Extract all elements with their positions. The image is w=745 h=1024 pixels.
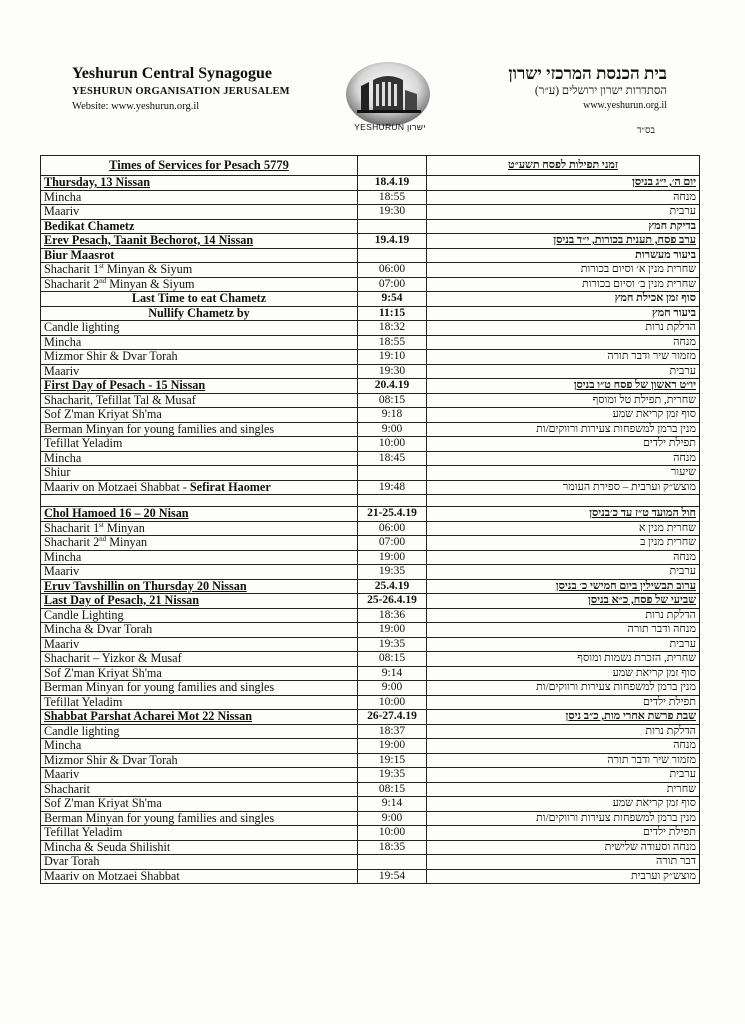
row-time: 21-25.4.19: [358, 507, 427, 522]
table-row: [41, 306, 700, 321]
org-name-he: בית הכנסת המרכזי ישרון: [508, 64, 667, 83]
row-hebrew: שביעי של פסח, כ״א בניסן: [427, 594, 700, 609]
table-row: [41, 379, 700, 394]
row-hebrew: שחרית מנין ב: [427, 536, 700, 551]
row-time: 18:36: [358, 608, 427, 623]
table-row: [41, 393, 700, 408]
table-row: [41, 263, 700, 278]
row-hebrew: מזמור שיר ודבר תורה: [427, 753, 700, 768]
row-time: 19:10: [358, 350, 427, 365]
table-row: [41, 681, 700, 696]
table-row: [41, 205, 700, 220]
table-row: [41, 451, 700, 466]
row-time: 19:54: [358, 869, 427, 884]
row-hebrew: תפילת ילדים: [427, 695, 700, 710]
row-english: Tefillat Yeladim: [41, 437, 358, 452]
row-time: [358, 248, 427, 263]
row-english: Candle lighting: [41, 321, 358, 336]
row-time: 18:32: [358, 321, 427, 336]
header-english: [72, 64, 332, 115]
row-time: [358, 855, 427, 870]
row-hebrew: שבת פרשת אחרי מות, כ״ב ניסן: [427, 710, 700, 725]
row-english: Shacharit 1st Minyan & Siyum: [41, 263, 358, 278]
website-he: www.yeshurun.org.il: [583, 100, 667, 111]
table-row: [41, 364, 700, 379]
ordinal-suffix: st: [99, 521, 104, 529]
table-row: [41, 565, 700, 580]
row-english: Mincha: [41, 550, 358, 565]
row-time: 19:30: [358, 364, 427, 379]
row-english: Dvar Torah: [41, 855, 358, 870]
ordinal-suffix: nd: [99, 277, 107, 285]
row-english: Shacharit, Tefillat Tal & Musaf: [41, 393, 358, 408]
row-time: 19:15: [358, 753, 427, 768]
row-time: 11:15: [358, 306, 427, 321]
table-row: [41, 782, 700, 797]
row-english: Mincha: [41, 739, 358, 754]
row-hebrew: שחרית: [427, 782, 700, 797]
row-hebrew: הדלקת נרות: [427, 321, 700, 336]
row-hebrew: [427, 495, 700, 507]
row-hebrew: מזמור שיר ודבר תורה: [427, 350, 700, 365]
table-row: [41, 811, 700, 826]
row-time: 19:00: [358, 739, 427, 754]
row-time: 9:00: [358, 422, 427, 437]
row-time: 19:35: [358, 768, 427, 783]
table-row: [41, 335, 700, 350]
row-english: Mincha & Seuda Shilishit: [41, 840, 358, 855]
row-english: Shacharit – Yizkor & Musaf: [41, 652, 358, 667]
row-english: Shiur: [41, 466, 358, 481]
row-hebrew: ערוב תבשילין ביום חמישי כ׳ בניסן: [427, 579, 700, 594]
table-row: [41, 579, 700, 594]
website-en: Website: www.yeshurun.org.il: [72, 101, 200, 112]
logo-caption: YESHURUN ישרון: [354, 122, 426, 132]
table-row: [41, 521, 700, 536]
row-time: 9:14: [358, 797, 427, 812]
row-time: 10:00: [358, 437, 427, 452]
table-row: [41, 466, 700, 481]
table-row: [41, 594, 700, 609]
row-hebrew: יו״ט ראשון של פסח ט״ו בניסן: [427, 379, 700, 394]
row-hebrew: ערבית: [427, 637, 700, 652]
row-time: 19:48: [358, 480, 427, 495]
table-row: [41, 234, 700, 249]
table-title-en: Times of Services for Pesach 5779: [41, 156, 358, 176]
row-time: 19:00: [358, 550, 427, 565]
row-time: 19:00: [358, 623, 427, 638]
row-english: Bedikat Chametz: [41, 219, 358, 234]
row-english-text: Maariv on Motzaei Shabbat -: [44, 480, 190, 494]
row-hebrew: סוף זמן קריאת שמע: [427, 797, 700, 812]
row-english: Shacharit 1st Minyan: [41, 521, 358, 536]
row-time: 08:15: [358, 782, 427, 797]
row-english: Chol Hamoed 16 – 20 Nisan: [41, 507, 358, 522]
table-row: [41, 495, 700, 507]
row-hebrew: ערבית: [427, 565, 700, 580]
row-time: 20.4.19: [358, 379, 427, 394]
row-time: [358, 219, 427, 234]
row-time: 08:15: [358, 393, 427, 408]
row-time: 25-26.4.19: [358, 594, 427, 609]
row-english: Last Time to eat Chametz: [41, 292, 358, 307]
row-english: Berman Minyan for young families and singles: [41, 422, 358, 437]
row-english: Mizmor Shir & Dvar Torah: [41, 753, 358, 768]
table-row: [41, 480, 700, 495]
org-name-en: Yeshurun Central Synagogue: [72, 65, 273, 82]
row-english: [41, 495, 358, 507]
row-english: Mincha: [41, 190, 358, 205]
table-row: [41, 768, 700, 783]
row-time: 18:55: [358, 335, 427, 350]
row-english: Mizmor Shir & Dvar Torah: [41, 350, 358, 365]
row-english: Candle Lighting: [41, 608, 358, 623]
row-english: Thursday, 13 Nissan: [41, 176, 358, 191]
row-english: First Day of Pesach - 15 Nissan: [41, 379, 358, 394]
row-time: 18:45: [358, 451, 427, 466]
row-hebrew: שחרית, תפילת טל ומוסף: [427, 393, 700, 408]
table-row: [41, 408, 700, 423]
row-time: 19.4.19: [358, 234, 427, 249]
row-hebrew: מנחה: [427, 451, 700, 466]
row-hebrew: שחרית, הזכרת נשמות ומוסף: [427, 652, 700, 667]
row-time: 07:00: [358, 536, 427, 551]
row-hebrew: ערבית: [427, 205, 700, 220]
table-title-he: זמני תפילות לפסח תשע״ט: [427, 156, 700, 176]
row-time: 19:35: [358, 637, 427, 652]
table-row: [41, 190, 700, 205]
row-time: 9:00: [358, 681, 427, 696]
table-title-time: [358, 156, 427, 176]
row-hebrew: הדלקת נרות: [427, 724, 700, 739]
row-time: 18:37: [358, 724, 427, 739]
row-hebrew: סוף זמן קריאת שמע: [427, 666, 700, 681]
row-hebrew: שחרית מנין א׳ וסיום בכורות: [427, 263, 700, 278]
row-english: Maariv: [41, 205, 358, 220]
row-hebrew: מנחה: [427, 550, 700, 565]
row-english: Tefillat Yeladim: [41, 695, 358, 710]
row-hebrew: הדלקת נרות: [427, 608, 700, 623]
row-hebrew: חול המועד ט״ז עד כ׳בניסן: [427, 507, 700, 522]
row-english: Maariv: [41, 768, 358, 783]
row-hebrew: ערב פסח, תענית בכורות, י״ד בניסן: [427, 234, 700, 249]
row-english: Biur Maasrot: [41, 248, 358, 263]
row-time: 25.4.19: [358, 579, 427, 594]
row-hebrew: שיעור: [427, 466, 700, 481]
row-english: Berman Minyan for young families and singles: [41, 811, 358, 826]
row-time: [358, 495, 427, 507]
header-hebrew: [427, 64, 667, 112]
table-row: [41, 248, 700, 263]
row-english: Shacharit 2nd Minyan & Siyum: [41, 277, 358, 292]
row-hebrew: תפילת ילדים: [427, 826, 700, 841]
ordinal-suffix: nd: [99, 535, 107, 543]
row-hebrew: ביעור חמץ: [427, 306, 700, 321]
table-row: [41, 695, 700, 710]
table-row: [41, 826, 700, 841]
row-english: Nullify Chametz by: [41, 306, 358, 321]
row-english: Maariv on Motzaei Shabbat: [41, 869, 358, 884]
row-time: 07:00: [358, 277, 427, 292]
table-row: [41, 753, 700, 768]
row-hebrew: מנין ברמן למשפחות צעירות ורווקים/ות: [427, 811, 700, 826]
row-hebrew: מנחה: [427, 190, 700, 205]
row-time: 08:15: [358, 652, 427, 667]
table-row: [41, 739, 700, 754]
row-time: 06:00: [358, 263, 427, 278]
row-english-bold: Sefirat Haomer: [189, 480, 271, 494]
org-subtitle-en: YESHURUN ORGANISATION JERUSALEM: [72, 86, 290, 97]
row-time: 9:18: [358, 408, 427, 423]
table-row: [41, 176, 700, 191]
table-row: [41, 855, 700, 870]
row-english: Sof Z'man Kriyat Sh'ma: [41, 408, 358, 423]
row-english: Maariv: [41, 565, 358, 580]
row-hebrew: תפילת ילדים: [427, 437, 700, 452]
table-row: [41, 869, 700, 884]
row-hebrew: שחרית מנין ב׳ וסיום בכורות: [427, 277, 700, 292]
table-row: [41, 536, 700, 551]
row-hebrew: מנין ברמן למשפחות צעירות ורווקים/ות: [427, 422, 700, 437]
row-time: 9:54: [358, 292, 427, 307]
row-hebrew: מנחה ודבר תורה: [427, 623, 700, 638]
row-time: 18.4.19: [358, 176, 427, 191]
table-row: [41, 608, 700, 623]
row-time: 18:55: [358, 190, 427, 205]
row-english: Berman Minyan for young families and singles: [41, 681, 358, 696]
table-row: [41, 710, 700, 725]
table-row: [41, 840, 700, 855]
row-english: Candle lighting: [41, 724, 358, 739]
row-time: 19:35: [358, 565, 427, 580]
services-table: [40, 155, 700, 884]
row-hebrew: מנחה: [427, 739, 700, 754]
table-row: [41, 292, 700, 307]
row-time: 9:14: [358, 666, 427, 681]
row-english: [41, 480, 358, 495]
table-row: [41, 219, 700, 234]
row-english: Eruv Tavshillin on Thursday 20 Nissan: [41, 579, 358, 594]
row-hebrew: יום ה׳, י״ג בניסן: [427, 176, 700, 191]
bsd-mark: בס״ד: [636, 126, 655, 136]
row-english: Mincha & Dvar Torah: [41, 623, 358, 638]
row-english: Tefillat Yeladim: [41, 826, 358, 841]
row-english: Sof Z'man Kriyat Sh'ma: [41, 666, 358, 681]
org-subtitle-he: הסתדרות ישרון ירושלים (ע״ר): [534, 85, 667, 97]
row-english: Shacharit 2nd Minyan: [41, 536, 358, 551]
row-time: 06:00: [358, 521, 427, 536]
table-row: [41, 637, 700, 652]
row-english: Last Day of Pesach, 21 Nissan: [41, 594, 358, 609]
row-time: 18:35: [358, 840, 427, 855]
row-time: 10:00: [358, 695, 427, 710]
table-row: [41, 321, 700, 336]
row-hebrew: מוצש״ק וערבית: [427, 869, 700, 884]
row-english: Sof Z'man Kriyat Sh'ma: [41, 797, 358, 812]
row-hebrew: סוף זמן אכילת חמץ: [427, 292, 700, 307]
row-hebrew: סוף זמן קריאת שמע: [427, 408, 700, 423]
row-time: 9:00: [358, 811, 427, 826]
row-hebrew: ערבית: [427, 364, 700, 379]
row-english: Shacharit: [41, 782, 358, 797]
row-hebrew: ערבית: [427, 768, 700, 783]
row-hebrew: מוצש״ק וערבית – ספירת העומר: [427, 480, 700, 495]
table-header-row: [41, 156, 700, 176]
row-english: Erev Pesach, Taanit Bechorot, 14 Nissan: [41, 234, 358, 249]
row-hebrew: מנין ברמן למשפחות צעירות ורווקים/ות: [427, 681, 700, 696]
row-time: 10:00: [358, 826, 427, 841]
row-hebrew: מנחה וסעודה שלישית: [427, 840, 700, 855]
row-hebrew: ביעור מעשרות: [427, 248, 700, 263]
table-row: [41, 422, 700, 437]
row-time: 26-27.4.19: [358, 710, 427, 725]
table-row: [41, 724, 700, 739]
table-row: [41, 350, 700, 365]
ordinal-suffix: st: [99, 262, 104, 270]
table-row: [41, 652, 700, 667]
row-english: Maariv: [41, 637, 358, 652]
table-row: [41, 666, 700, 681]
row-hebrew: מנחה: [427, 335, 700, 350]
row-english: Shabbat Parshat Acharei Mot 22 Nissan: [41, 710, 358, 725]
table-row: [41, 507, 700, 522]
table-row: [41, 623, 700, 638]
row-english: Mincha: [41, 335, 358, 350]
table-row: [41, 797, 700, 812]
row-english: Maariv: [41, 364, 358, 379]
row-hebrew: דבר תורה: [427, 855, 700, 870]
table-row: [41, 550, 700, 565]
table-row: [41, 277, 700, 292]
row-english: Mincha: [41, 451, 358, 466]
table-row: [41, 437, 700, 452]
row-hebrew: שחרית מנין א: [427, 521, 700, 536]
row-time: 19:30: [358, 205, 427, 220]
row-time: [358, 466, 427, 481]
row-hebrew: בדיקת חמץ: [427, 219, 700, 234]
